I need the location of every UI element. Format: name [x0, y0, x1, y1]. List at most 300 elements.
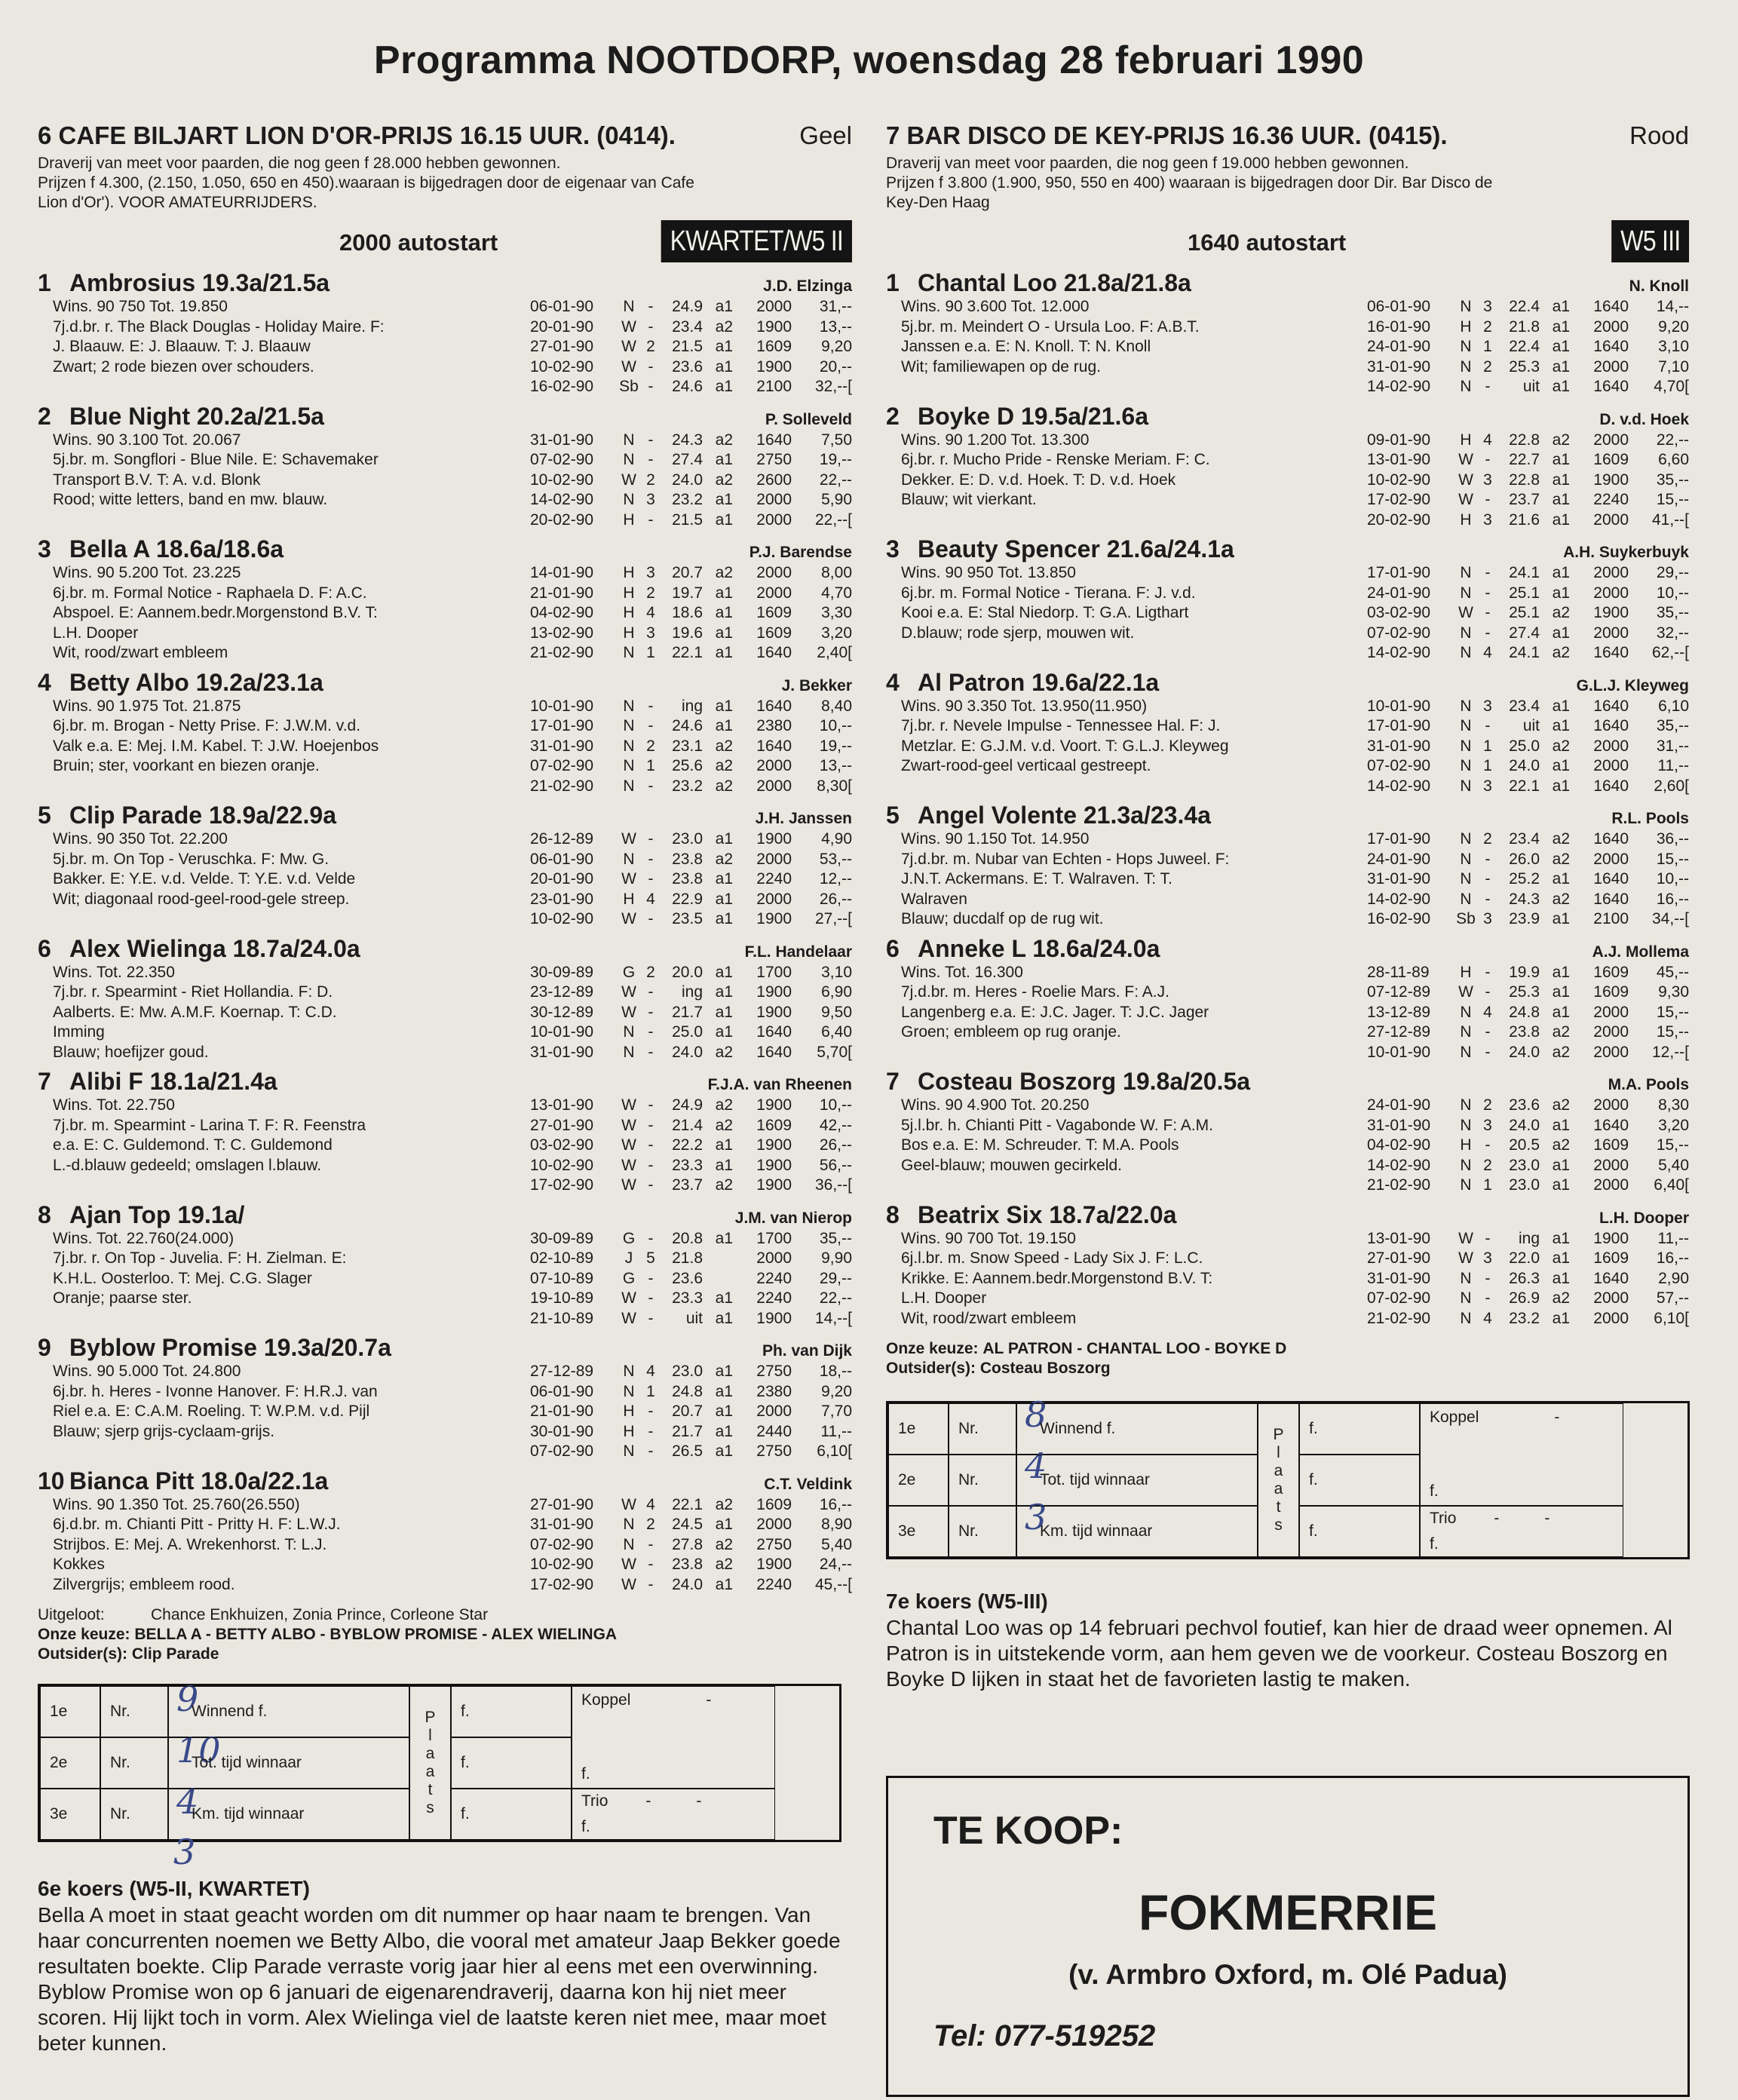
- race-color: Rood: [1629, 121, 1689, 149]
- race-history-cell: W: [621, 830, 636, 848]
- horse-info-line: Wins. 90 1.150 Tot. 14.950: [901, 830, 1090, 848]
- race-history-cell: 17-01-90: [1367, 830, 1431, 848]
- race-history-row: [1367, 490, 1689, 510]
- race-history-cell: 2000: [1593, 584, 1629, 602]
- race-history-cell: 3: [1483, 697, 1492, 715]
- horse-info: [38, 1362, 498, 1462]
- result-grid: [38, 1678, 841, 1842]
- race-history-cell: 10,--: [1656, 870, 1689, 888]
- race-history-table: [1367, 1229, 1689, 1329]
- race-history-cell: 2750: [756, 451, 792, 468]
- horse-info-line: Wins. 90 750 Tot. 19.850: [53, 298, 228, 315]
- race-history-cell: 3: [1483, 1116, 1492, 1134]
- race-history-cell: 1900: [756, 1003, 792, 1021]
- race-history-cell: a1: [1552, 870, 1570, 888]
- race-history-cell: -: [648, 1136, 654, 1154]
- withdrawn-label: Uitgeloot:: [38, 1606, 105, 1623]
- horse-entry: [38, 268, 852, 397]
- koppel-cell: [1420, 1403, 1623, 1506]
- race-history-cell: 23.4: [1509, 697, 1540, 715]
- race-history-cell: 1: [1483, 737, 1492, 755]
- race-history-cell: 2440: [756, 1422, 792, 1440]
- race-history-cell: -: [1485, 890, 1491, 908]
- race-history-cell: a1: [1552, 564, 1570, 581]
- race-history-cell: 3: [1483, 910, 1492, 927]
- result-label: Winnend f.: [168, 1686, 409, 1737]
- race-distance: 2000 autostart: [339, 229, 498, 256]
- race-history-cell: N: [1460, 378, 1472, 395]
- race-history-cell: uit: [1522, 378, 1540, 395]
- horse-name: [886, 535, 1234, 563]
- race-history-cell: 2000: [756, 510, 792, 529]
- race-history-row: [530, 716, 852, 737]
- horse-header: [886, 934, 1689, 963]
- race-history-cell: N: [1460, 1116, 1472, 1134]
- horse-name: [886, 801, 1211, 829]
- race-history-cell: N: [623, 431, 635, 449]
- race-history-cell: -: [648, 983, 654, 1001]
- race-history-row: [1367, 450, 1689, 471]
- race-history-cell: 2600: [756, 471, 792, 489]
- horse-info-line: 7j.br. r. Spearmint - Riet Hollandia. F: D.: [53, 983, 333, 1001]
- race-history-cell: 10-01-90: [530, 1023, 594, 1041]
- horse-info-line: 6j.br. r. Mucho Pride - Renske Meriam. F: C.: [901, 451, 1210, 468]
- race-history-cell: 23.2: [672, 491, 703, 508]
- horse-info-line: Transport B.V. T: A. v.d. Blonk: [53, 471, 261, 489]
- horse-name: [38, 801, 336, 829]
- race-history-cell: 17-02-90: [530, 1176, 594, 1194]
- race-history-cell: a1: [715, 491, 733, 508]
- horse-info-line: Bos e.a. E: M. Schreuder. T: M.A. Pools: [901, 1136, 1179, 1154]
- race-history-cell: 53,--: [819, 850, 852, 868]
- horse-info-line: Wins. 90 5.200 Tot. 23.225: [53, 564, 241, 581]
- race-history-cell: 31-01-90: [1367, 737, 1431, 755]
- race-history-cell: 22.8: [1509, 431, 1540, 449]
- race-history-cell: a1: [715, 624, 733, 642]
- race-history-cell: 1640: [1593, 644, 1629, 661]
- race-history-row: [530, 1382, 852, 1403]
- race-history-cell: a1: [715, 1516, 733, 1533]
- race-history-cell: 25.1: [1509, 604, 1540, 621]
- race-history-row: [530, 869, 852, 890]
- race-history-cell: a1: [1552, 338, 1570, 355]
- horse-header: [886, 268, 1689, 297]
- race-history-cell: 24-01-90: [1367, 850, 1431, 868]
- race-history-cell: 02-10-89: [530, 1249, 594, 1267]
- race-history-row: [1367, 909, 1689, 930]
- horse-name-text: Anneke L 18.6a/24.0a: [918, 934, 1160, 962]
- race-history-cell: 3: [1483, 298, 1492, 315]
- result-label: Winnend f.: [1016, 1403, 1258, 1455]
- plaats-letter: a: [425, 1745, 435, 1762]
- race-history-cell: N: [1460, 830, 1472, 848]
- race-history-cell: a2: [715, 777, 733, 795]
- race-history-cell: 3: [646, 491, 655, 508]
- race-history-cell: 23.0: [672, 830, 703, 848]
- race-history-cell: 1900: [756, 983, 792, 1001]
- race-history-cell: 22.4: [1509, 338, 1540, 355]
- race-history-table: [1367, 829, 1689, 930]
- plaats-letter: s: [426, 1799, 434, 1816]
- race-history-cell: 5,70[: [817, 1043, 852, 1061]
- pick-line: [38, 1625, 852, 1645]
- race-history-cell: a1: [715, 870, 733, 888]
- race-history-cell: 24.6: [672, 717, 703, 734]
- race-history-cell: a2: [1552, 1023, 1570, 1041]
- race-history-row: [1367, 431, 1689, 451]
- race-history-cell: 4,90: [821, 830, 852, 848]
- horse-header: [38, 402, 852, 431]
- race-history-row: [530, 297, 852, 317]
- race-history-cell: N: [1460, 1269, 1472, 1287]
- race-history-cell: 23.7: [1509, 491, 1540, 508]
- horse-info-line: Wins. 90 1.350 Tot. 25.760(26.550): [53, 1495, 300, 1513]
- race-history-cell: 19.7: [672, 584, 703, 602]
- race-history-cell: N: [623, 1023, 635, 1041]
- horse-info-line: Wins. 90 950 Tot. 13.850: [901, 564, 1076, 581]
- race-history-cell: H: [1460, 510, 1472, 529]
- horse-entry: [38, 1200, 852, 1329]
- race-history-cell: -: [648, 910, 654, 927]
- comment-text: Chantal Loo was op 14 februari pechvol foutief, kan hier de draad weer opnemen. Al Patron is in uitstekende vorm, aan hem geven we de voorkeur. Costeau Boszorg en Boyke D lijken in staat het de favorieten lastig te maken.: [886, 1616, 1672, 1691]
- race-history-cell: 1700: [756, 1229, 792, 1247]
- horse-entry: [886, 801, 1689, 930]
- race-history-cell: 26.5: [672, 1442, 703, 1460]
- race-history-cell: -: [1485, 1043, 1491, 1061]
- driver-name: F.J.A. van Rheenen: [707, 1076, 852, 1093]
- result-grid: [886, 1394, 1690, 1559]
- race-history-table: [530, 963, 852, 1063]
- race-history-cell: 17-01-90: [1367, 717, 1431, 734]
- race-history-cell: 2000: [1593, 624, 1629, 642]
- race-history-cell: 30-09-89: [530, 1229, 594, 1247]
- horse-info: [886, 297, 1346, 397]
- race-history-cell: 41,--[: [1651, 510, 1689, 529]
- race-history-cell: -: [1485, 604, 1491, 621]
- race-history-cell: 22.0: [1509, 1249, 1540, 1267]
- race-history-cell: -: [648, 298, 654, 315]
- horse-name: [38, 402, 324, 431]
- horse-name-text: Byblow Promise 19.3a/20.7a: [69, 1334, 391, 1361]
- race-history-cell: 06-01-90: [530, 1382, 594, 1400]
- race-history-cell: a2: [715, 317, 733, 336]
- race-history-cell: uit: [1522, 717, 1540, 734]
- horse-entry: [38, 1333, 852, 1462]
- race-history-cell: N: [623, 451, 635, 468]
- race-history-cell: -: [648, 1023, 654, 1041]
- race-history-cell: 23.3: [672, 1156, 703, 1174]
- race-history-cell: a1: [1552, 471, 1570, 489]
- race-history-cell: 9,90: [821, 1249, 852, 1267]
- race-history-row: [1367, 850, 1689, 870]
- race-history-cell: a1: [1552, 1176, 1570, 1194]
- horse-info-line: L.-d.blauw gedeeld; omslagen l.blauw.: [53, 1156, 322, 1174]
- race-history-cell: -: [1485, 870, 1491, 888]
- race-history-cell: N: [623, 1442, 635, 1460]
- race-history-cell: a2: [715, 1116, 733, 1134]
- number-cell: [949, 1394, 1047, 1455]
- race-history-row: [1367, 697, 1689, 717]
- race-history-cell: 9,20: [821, 338, 852, 355]
- race-history-cell: a1: [1552, 317, 1570, 336]
- race-history-row: [530, 1176, 852, 1196]
- race-history-row: [530, 1535, 852, 1556]
- horse-name: [38, 1467, 328, 1495]
- race-history-cell: 1609: [756, 338, 792, 355]
- horse-number: 1: [38, 269, 51, 296]
- trio-text: Trio: [1430, 1510, 1457, 1527]
- race-history-cell: 19.6: [672, 624, 703, 642]
- race-history-cell: H: [623, 1422, 635, 1440]
- race-history-cell: 1900: [1593, 471, 1629, 489]
- race-history-cell: -: [648, 1043, 654, 1061]
- race-history-cell: 20-01-90: [530, 317, 594, 336]
- race-history-cell: 6,60: [1658, 451, 1689, 468]
- horse-info-line: Langenberg e.a. E: J.C. Jager. T: J.C. Jager: [901, 1003, 1209, 1021]
- result-label: Tot. tijd winnaar: [168, 1737, 409, 1789]
- horse-name-text: Boyke D 19.5a/21.6a: [918, 402, 1148, 430]
- race-history-cell: a2: [715, 1096, 733, 1114]
- race-history-cell: 2: [646, 338, 655, 355]
- race-history-cell: 1640: [1593, 890, 1629, 908]
- horse-entry: [886, 1200, 1689, 1329]
- race-history-cell: G: [622, 963, 636, 981]
- race-history-cell: 3,20: [1658, 1116, 1689, 1134]
- race-history-cell: 2000: [756, 890, 792, 908]
- race-history-cell: H: [623, 890, 635, 908]
- horse-info-line: 6j.br. m. Brogan - Netty Prise. F: J.W.M. v.d.: [53, 717, 361, 734]
- race-history-cell: Sb: [1456, 910, 1476, 927]
- horse-body: [38, 1229, 852, 1329]
- race-history-cell: 23.0: [1509, 1176, 1540, 1194]
- race-history-row: [1367, 603, 1689, 624]
- race-history-row: [1367, 643, 1689, 664]
- race-history-cell: 21-02-90: [530, 644, 594, 661]
- race-history-cell: a1: [715, 1382, 733, 1400]
- horse-info-line: Metzlar. E: G.J.M. v.d. Voort. T: G.L.J. Kleyweg: [901, 737, 1229, 755]
- race-history-row: [1367, 1022, 1689, 1043]
- race-history-cell: 6,40[: [1654, 1176, 1689, 1194]
- horse-body: [886, 297, 1689, 397]
- race-history-cell: 11,--: [820, 1422, 852, 1440]
- race-history-cell: N: [1460, 644, 1472, 661]
- race-history-table: [1367, 297, 1689, 397]
- race-history-cell: 15,--: [1656, 1136, 1689, 1154]
- race-history-cell: 1640: [1593, 298, 1629, 315]
- race-history-cell: 42,--: [819, 1116, 852, 1134]
- race-history-row: [530, 890, 852, 910]
- horse-info-line: Wit; diagonaal rood-geel-rood-gele streep.: [53, 890, 350, 908]
- horse-name-text: Ajan Top 19.1a/: [69, 1200, 245, 1228]
- race-history-cell: 22.1: [1509, 777, 1540, 795]
- horse-info-line: Blauw; sjerp grijs-cyclaam-grijs.: [53, 1422, 275, 1440]
- race-history-cell: W: [621, 910, 636, 927]
- horse-info-line: 7j.d.br. r. The Black Douglas - Holiday Maire. F:: [53, 317, 385, 336]
- horse-entry: [886, 1067, 1689, 1196]
- race-history-cell: 2000: [756, 850, 792, 868]
- race-history-table: [530, 1229, 852, 1329]
- race-history-cell: 2000: [1593, 431, 1629, 449]
- race-history-cell: G: [622, 1229, 636, 1247]
- race-history-cell: 28-11-89: [1367, 963, 1430, 981]
- race-history-cell: 14,--[: [814, 1309, 852, 1327]
- race-history-cell: a1: [1552, 983, 1570, 1001]
- horse-info: [886, 963, 1346, 1063]
- place-label: 1e: [888, 1403, 949, 1455]
- race-history-cell: 25.3: [1509, 357, 1540, 376]
- race-history-row: [1367, 1116, 1689, 1136]
- race-history-cell: H: [623, 624, 635, 642]
- race-history-cell: 1609: [1593, 983, 1629, 1001]
- number-cell: [949, 1497, 1047, 1557]
- horse-info-line: Oranje; paarse ster.: [53, 1289, 192, 1307]
- race-history-cell: 3: [1483, 777, 1492, 795]
- race-history-cell: -: [1485, 983, 1491, 1001]
- horse-body: [38, 1096, 852, 1196]
- race-history-cell: N: [1460, 737, 1472, 755]
- race-history-cell: -: [1485, 584, 1491, 602]
- driver-name: D. v.d. Hoek: [1599, 410, 1689, 428]
- race-history-cell: 1640: [1593, 870, 1629, 888]
- race-history-cell: 31-01-90: [530, 1516, 594, 1533]
- horse-info-line: K.H.L. Oosterloo. T: Mej. C.G. Slager: [53, 1269, 312, 1287]
- amount-cell: f.: [1299, 1506, 1420, 1557]
- race-history-cell: 5,90: [821, 491, 852, 508]
- race-history-cell: -: [648, 1003, 654, 1021]
- horse-number: 4: [886, 668, 900, 696]
- race-history-cell: 2750: [756, 1363, 792, 1380]
- race-history-cell: 35,--: [819, 1229, 852, 1247]
- advertisement-box: [886, 1776, 1690, 2097]
- race-history-cell: 2000: [1593, 1003, 1629, 1021]
- race-history-cell: N: [1460, 1309, 1472, 1327]
- race-history-cell: a2: [1552, 1096, 1570, 1114]
- race-history-cell: 2: [646, 471, 655, 489]
- race-history-cell: H: [623, 1403, 635, 1420]
- number-label: Nr.: [958, 1420, 979, 1437]
- trio-dash: -: [1544, 1510, 1550, 1527]
- race-history-cell: 07-02-90: [1367, 624, 1431, 642]
- horse-header: [886, 801, 1689, 829]
- handwritten-number: 8: [1025, 1394, 1047, 1435]
- horse-name-text: Al Patron 19.6a/22.1a: [918, 668, 1160, 696]
- horse-info: [886, 1229, 1346, 1329]
- race-history-cell: W: [621, 1156, 636, 1174]
- race-history-cell: 24.1: [1509, 644, 1540, 661]
- race-history-cell: a2: [1552, 737, 1570, 755]
- horse-body: [886, 1096, 1689, 1196]
- horse-name-text: Beauty Spencer 21.6a/24.1a: [918, 535, 1234, 563]
- race-history-cell: W: [621, 471, 636, 489]
- horse-body: [38, 963, 852, 1063]
- race-history-cell: 3,30: [821, 604, 852, 621]
- race-history-cell: 1609: [756, 624, 792, 642]
- result-label: Km. tijd winnaar: [1016, 1506, 1258, 1557]
- race-history-cell: 32,--: [1656, 624, 1689, 642]
- horse-info-line: 7j.d.br. m. Heres - Roelie Mars. F: A.J.: [901, 983, 1169, 1001]
- horse-name: [38, 535, 284, 563]
- race-history-cell: a1: [715, 717, 733, 734]
- race-history-cell: H: [1460, 963, 1472, 981]
- race-history-cell: 12,--[: [1651, 1043, 1689, 1061]
- race-history-cell: N: [623, 717, 635, 734]
- race-history-cell: a1: [715, 697, 733, 715]
- horse-body: [38, 431, 852, 531]
- number-cell: [100, 1678, 199, 1737]
- distance-row: [886, 220, 1689, 264]
- place-label: 2e: [888, 1455, 949, 1506]
- race-history-row: [530, 563, 852, 584]
- horse-entry: [886, 268, 1689, 397]
- horse-info-line: Groen; embleem op rug oranje.: [901, 1023, 1121, 1041]
- horse-info-line: Wins. Tot. 22.760(24.000): [53, 1229, 234, 1247]
- race-history-cell: -: [648, 1556, 654, 1573]
- horse-header: [886, 535, 1689, 563]
- race-history-cell: 1900: [1593, 1229, 1629, 1247]
- race-history-cell: -: [648, 1289, 654, 1307]
- race-history-row: [1367, 737, 1689, 757]
- race-history-cell: 23.8: [672, 870, 703, 888]
- race-history-cell: 10-02-90: [530, 1556, 594, 1573]
- race-history-row: [530, 983, 852, 1003]
- race-history-cell: 2: [1483, 1096, 1492, 1114]
- race-history-cell: N: [623, 850, 635, 868]
- ad-heading: TE KOOP:: [933, 1809, 1123, 1853]
- driver-name: F.L. Handelaar: [744, 943, 852, 961]
- race-history-cell: -: [648, 697, 654, 715]
- plaats-letter: a: [1274, 1462, 1283, 1479]
- race-history-cell: 2000: [756, 757, 792, 774]
- race-history-cell: a2: [1552, 1136, 1570, 1154]
- race-history-row: [530, 431, 852, 451]
- handwritten-number: 4: [1025, 1445, 1047, 1486]
- race-history-cell: 07-02-90: [530, 1442, 594, 1460]
- race-history-cell: N: [1460, 1096, 1472, 1114]
- horse-name: [886, 1200, 1176, 1229]
- race-history-cell: 12,--: [819, 870, 852, 888]
- race-history-row: [1367, 317, 1689, 338]
- horse-info-line: Kooi e.a. E: Stal Niedorp. T: G.A. Ligthart: [901, 604, 1189, 621]
- driver-name: G.L.J. Kleyweg: [1576, 676, 1689, 694]
- race-history-cell: 21.5: [672, 338, 703, 355]
- horse-number: 6: [38, 934, 51, 962]
- horse-info-line: 5j.l.br. h. Chianti Pitt - Vagabonde W. F: A.M.: [901, 1116, 1213, 1134]
- distance-row: [38, 220, 852, 264]
- race-history-cell: a1: [1552, 584, 1570, 602]
- horse-info-line: Wins. Tot. 22.750: [53, 1096, 175, 1114]
- horse-info-line: Wins. 90 3.350 Tot. 13.950(11.950): [901, 697, 1148, 715]
- race-history-cell: W: [621, 983, 636, 1001]
- race-history-cell: W: [1458, 983, 1473, 1001]
- koppel-amount: f.: [1430, 1482, 1439, 1500]
- horse-body: [38, 1495, 852, 1596]
- race-history-cell: a1: [715, 1363, 733, 1380]
- race-history-cell: a1: [1552, 717, 1570, 734]
- driver-name: M.A. Pools: [1608, 1076, 1689, 1093]
- race-history-row: [1367, 584, 1689, 604]
- race-history-cell: 2: [646, 737, 655, 755]
- race-history-cell: a1: [715, 1136, 733, 1154]
- horse-entry: [38, 668, 852, 797]
- race-conditions: Draverij van meet voor paarden, die nog geen f 19.000 hebben gewonnen. Prijzen f 3.800 (1.900, 950, 550 en 400) waaraan is bijgedragen door Dir. Bar Disco de Key-Den Haag: [886, 155, 1493, 211]
- race-history-cell: 1900: [756, 317, 792, 336]
- race-history-cell: 27-01-90: [530, 1495, 594, 1513]
- race-history-cell: 1900: [756, 830, 792, 848]
- race-history-table: [530, 1096, 852, 1196]
- race-history-row: [1367, 1229, 1689, 1249]
- race-history-cell: 4: [1483, 1309, 1492, 1327]
- pick-list: BELLA A - BETTY ALBO - BYBLOW PROMISE - ALEX WIELINGA: [134, 1626, 618, 1643]
